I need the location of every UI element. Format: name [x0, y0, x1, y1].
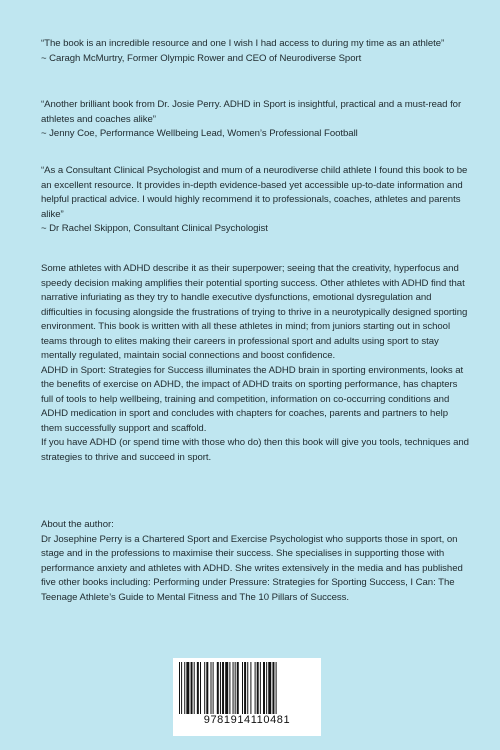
description-paragraph: Some athletes with ADHD describe it as their superpower; seeing that the creativity, hyperfocus and speedy decision making amplifies their potential sporting success. Other athletes with ADHD find that narrative infuriating as they try to handle executive dysfunctions, emotional dysregulation and difficulties in focusing alongside the frustrations of trying to thrive in a neurotypically designed sporting environment. This book is written with all these athletes in mind; from juniors starting out in school teams through to elites making their careers in professional sport and adults using sport to stay mentally regulated, maintain social connections and boost confidence.	[41, 263, 468, 361]
about-author-heading: About the author:	[41, 519, 114, 530]
barcode-bar	[247, 662, 248, 714]
barcode-bar	[235, 662, 236, 714]
about-author-bio: Dr Josephine Perry is a Chartered Sport and Exercise Psychologist who supports those in sport, on stage and in the professions to maximise their success. She specialises in supporting those with performance anxiety and athletes with ADHD. She writes extensively in the media and has published five other books including: Performing under Pressure: Strategies for Sporting Success, I Can: The Teenage Athlete’s Guide to Mental Fitness and The 10 Pillars of Success.	[41, 533, 463, 603]
barcode-bar	[276, 662, 277, 714]
description-paragraph: ADHD in Sport: Strategies for Success illuminates the ADHD brain in sporting environments, looks at the benefits of exercise on ADHD, the impact of ADHD traits on sporting performance, has chapters full of tools to help wellbeing, training and competition, information on co-occurring conditions and ADHD medication in sport and concludes with chapters for coaches, parents and partners to help them successfully support and scaffold.	[41, 364, 464, 434]
barcode-bar	[222, 662, 224, 714]
barcode-bar	[191, 662, 193, 714]
barcode-bar	[217, 662, 219, 714]
barcode-bar	[255, 662, 256, 714]
review-quote: “The book is an incredible resource and one I wish I had access to during my time as an athlete”	[41, 38, 445, 49]
barcode-bar	[211, 662, 212, 714]
barcode-bar	[260, 662, 261, 714]
review-quote: “Another brilliant book from Dr. Josie Perry. ADHD in Sport is insightful, practical and a must-read for athletes and coaches alike”	[41, 99, 462, 125]
barcode-bar	[237, 662, 239, 714]
barcode-bar	[263, 662, 265, 714]
barcode-bar	[186, 662, 189, 714]
barcode-bar	[194, 662, 195, 714]
review-attribution: ~ Dr Rachel Skippon, Consultant Clinical Psychologist	[41, 223, 268, 234]
barcode-bar	[225, 662, 228, 714]
barcode-bar	[257, 662, 259, 714]
barcode-bar	[229, 662, 230, 714]
barcode-bar	[244, 662, 246, 714]
barcode-bar	[213, 662, 214, 714]
barcode-bar	[184, 662, 185, 714]
barcode-bar	[233, 662, 234, 714]
barcode-bar	[242, 662, 243, 714]
barcode-bar	[197, 662, 199, 714]
barcode-bar	[272, 662, 274, 714]
barcode-bar	[220, 662, 221, 714]
barcode-bar	[250, 662, 251, 714]
barcode-bar	[181, 662, 182, 714]
review-attribution: ~ Caragh McMurtry, Former Olympic Rower and CEO of Neurodiverse Sport	[41, 52, 362, 64]
isbn-barcode	[173, 658, 321, 736]
description-paragraph: If you have ADHD (or spend time with those who do) then this book will give you tools, techniques and strategies to thrive and succeed in sport.	[41, 437, 469, 463]
review-1	[41, 37, 471, 66]
barcode-bars	[179, 662, 315, 714]
review-3	[41, 164, 471, 237]
barcode-bar	[266, 662, 267, 714]
barcode-bar	[204, 662, 205, 714]
review-attribution: ~ Jenny Coe, Performance Wellbeing Lead, Women’s Professional Football	[41, 128, 358, 139]
about-author	[41, 518, 471, 605]
review-2	[41, 98, 471, 142]
barcode-bar	[200, 662, 201, 714]
barcode-bar	[179, 662, 180, 714]
book-description	[41, 262, 471, 465]
barcode-bar	[206, 662, 208, 714]
barcode-bar	[268, 662, 271, 714]
isbn-number: 9781914110481	[203, 714, 291, 726]
review-quote: “As a Consultant Clinical Psychologist and mum of a neurodiverse child athlete I found this book to be an excellent resource. It provides in-depth evidence-based yet accessible up-to-date information and helpful practical advice. I would highly recommend it to professionals, coaches, athletes and parents alike”	[41, 165, 468, 220]
